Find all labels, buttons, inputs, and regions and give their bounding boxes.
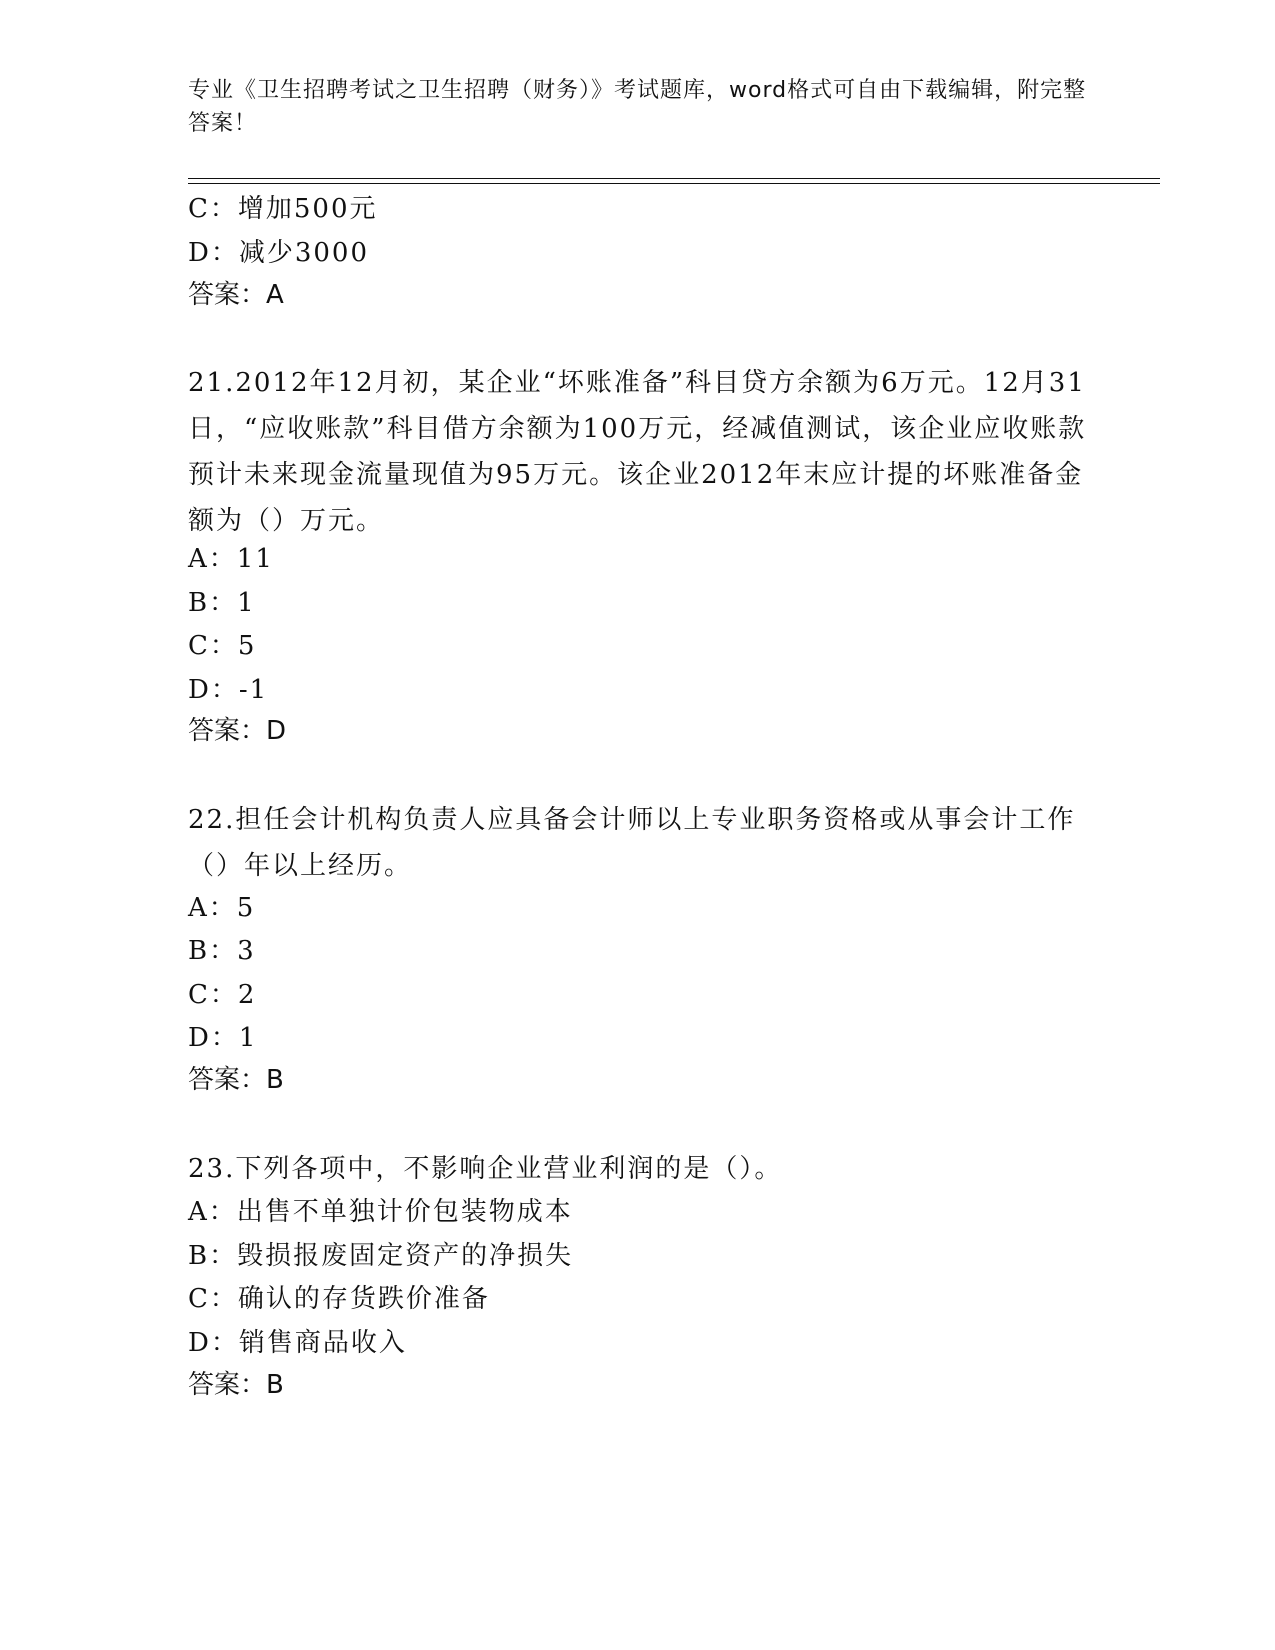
option-c: C：5	[188, 631, 257, 661]
option-d: D：-1	[188, 675, 269, 705]
question-23-text: 23.下列各项中，不影响企业营业利润的是（）。	[188, 1154, 783, 1184]
option-d: D：销售商品收入	[188, 1328, 407, 1358]
option-a: A：11	[188, 544, 274, 574]
header-divider-bottom	[188, 183, 1160, 184]
option-d: D：减少3000	[188, 238, 370, 268]
answer-label: 答案：B	[188, 1065, 284, 1095]
option-b: B：毁损报废固定资产的净损失	[188, 1241, 574, 1271]
option-a: A：出售不单独计价包装物成本	[188, 1197, 573, 1227]
question-22-text: 22.担任会计机构负责人应具备会计师以上专业职务资格或从事会计工作（）年以上经历。	[188, 805, 1076, 881]
answer-label: 答案：A	[188, 280, 284, 310]
option-b: B：3	[188, 936, 256, 966]
question-21-text: 21.2012年12月初，某企业“坏账准备”科目贷方余额为6万元。12月31日，“应收账款”科目借方余额为100万元，经减值测试，该企业应收账款预计未来现金流量现值为95万元。该企业2012年末应计提的坏账准备金额为（）万元。	[188, 368, 1087, 536]
option-c: C：增加500元	[188, 194, 378, 224]
option-a: A：5	[188, 893, 256, 923]
option-b: B：1	[188, 588, 256, 618]
answer-label: 答案：B	[188, 1370, 284, 1400]
header-divider-top	[188, 178, 1160, 179]
answer-label: 答案：D	[188, 716, 287, 746]
document-header: 专业《卫生招聘考试之卫生招聘（财务）》考试题库，word格式可自由下载编辑，附完整答案！	[188, 78, 1087, 136]
option-d: D：1	[188, 1023, 258, 1053]
option-c: C：确认的存货跌价准备	[188, 1284, 490, 1314]
option-c: C：2	[188, 980, 257, 1010]
